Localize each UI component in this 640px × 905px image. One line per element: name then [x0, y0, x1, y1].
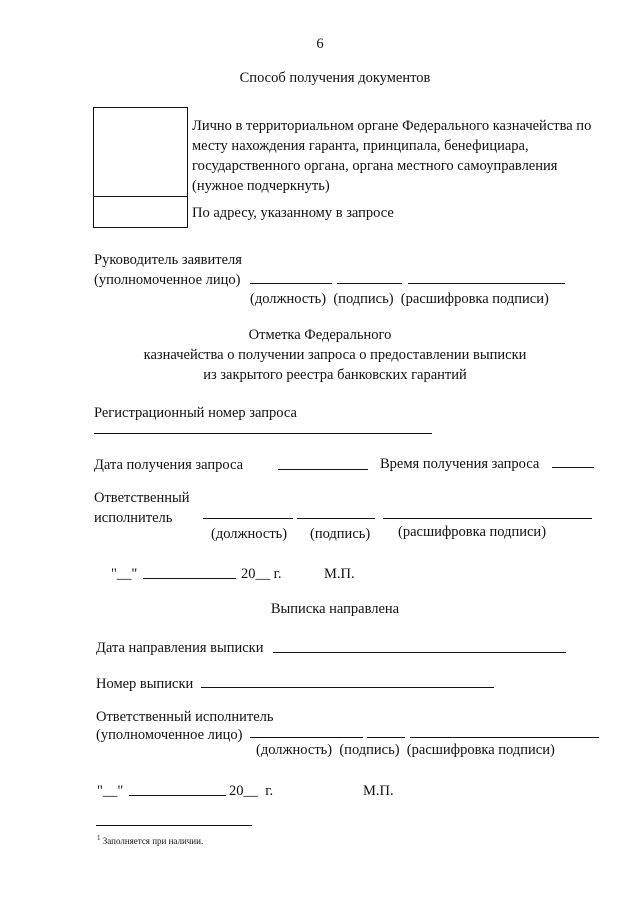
mark-title-line3: из закрытого реестра банковских гарантий	[203, 367, 467, 383]
executor1-caption-signature: (подпись)	[310, 526, 371, 542]
executor2-decode-line[interactable]	[410, 737, 599, 738]
footnote-mark: 1	[97, 834, 101, 842]
applicant-position-line[interactable]	[250, 283, 332, 284]
date2-month-line[interactable]	[129, 795, 226, 796]
section-title: Способ получения документов	[239, 70, 431, 86]
applicant-signature-line[interactable]	[337, 283, 402, 284]
sent-date-line[interactable]	[273, 652, 566, 653]
receipt-time-label: Время получения запроса	[380, 456, 540, 472]
applicant-sublabel: (уполномоченное лицо)	[94, 272, 241, 288]
page-number: 6	[316, 36, 324, 52]
extract-number-label: Номер выписки	[96, 676, 194, 692]
executor2-position-line[interactable]	[250, 737, 363, 738]
executor1-decode-line[interactable]	[383, 518, 592, 519]
sent-title: Выписка направлена	[270, 601, 400, 617]
applicant-captions: (должность) (подпись) (расшифровка подписи)	[250, 291, 549, 307]
executor1-position-line[interactable]	[203, 518, 293, 519]
executor2-signature-line[interactable]	[367, 737, 405, 738]
footnote-text: Заполняется при наличии.	[102, 836, 204, 846]
footnote	[97, 832, 203, 847]
date2-year: 20__ г.	[229, 783, 274, 799]
executor1-caption-decode: (расшифровка подписи)	[398, 524, 547, 540]
date1-stamp: М.П.	[324, 566, 355, 582]
receipt-date-line[interactable]	[278, 469, 368, 470]
date1-year: 20__ г.	[241, 566, 282, 582]
extract-number-line[interactable]	[201, 687, 494, 688]
date2-stamp: М.П.	[363, 783, 394, 799]
footnote-separator	[96, 825, 252, 826]
checkbox-in-person[interactable]	[93, 107, 188, 197]
executor1-caption-position: (должность)	[211, 526, 288, 542]
checkbox-by-address[interactable]	[93, 196, 188, 228]
option-in-person-note: (нужное подчеркнуть)	[192, 178, 330, 194]
executor1-label: Ответственный	[94, 490, 190, 506]
executor2-label: Ответственный исполнитель	[96, 709, 274, 725]
executor2-sublabel: (уполномоченное лицо)	[96, 727, 243, 743]
reg-number-line[interactable]	[94, 433, 432, 434]
option-in-person-line3: государственного органа, органа местного самоуправления	[192, 158, 558, 174]
receipt-time-line[interactable]	[552, 467, 594, 468]
date1-month-line[interactable]	[143, 578, 236, 579]
receipt-date-label: Дата получения запроса	[94, 457, 244, 473]
mark-title-line2: казначейства о получении запроса о предоставлении выписки	[143, 347, 527, 363]
mark-title-line1: Отметка Федерального	[248, 327, 392, 343]
executor2-captions: (должность) (подпись) (расшифровка подписи)	[256, 742, 555, 758]
option-in-person-line2: месту нахождения гаранта, принципала, бенефициара,	[192, 138, 529, 154]
sent-date-label: Дата направления выписки	[96, 640, 264, 656]
executor1-signature-line[interactable]	[297, 518, 375, 519]
option-in-person-line1: Лично в территориальном органе Федерального казначейства по	[192, 118, 592, 134]
date1-day: "__"	[111, 566, 138, 582]
date2-day: "__"	[97, 783, 124, 799]
applicant-label: Руководитель заявителя	[94, 252, 242, 268]
executor1-label2: исполнитель	[94, 510, 173, 526]
option-by-address: По адресу, указанному в запросе	[192, 205, 394, 221]
applicant-decode-line[interactable]	[408, 283, 565, 284]
reg-number-label: Регистрационный номер запроса	[94, 405, 297, 421]
